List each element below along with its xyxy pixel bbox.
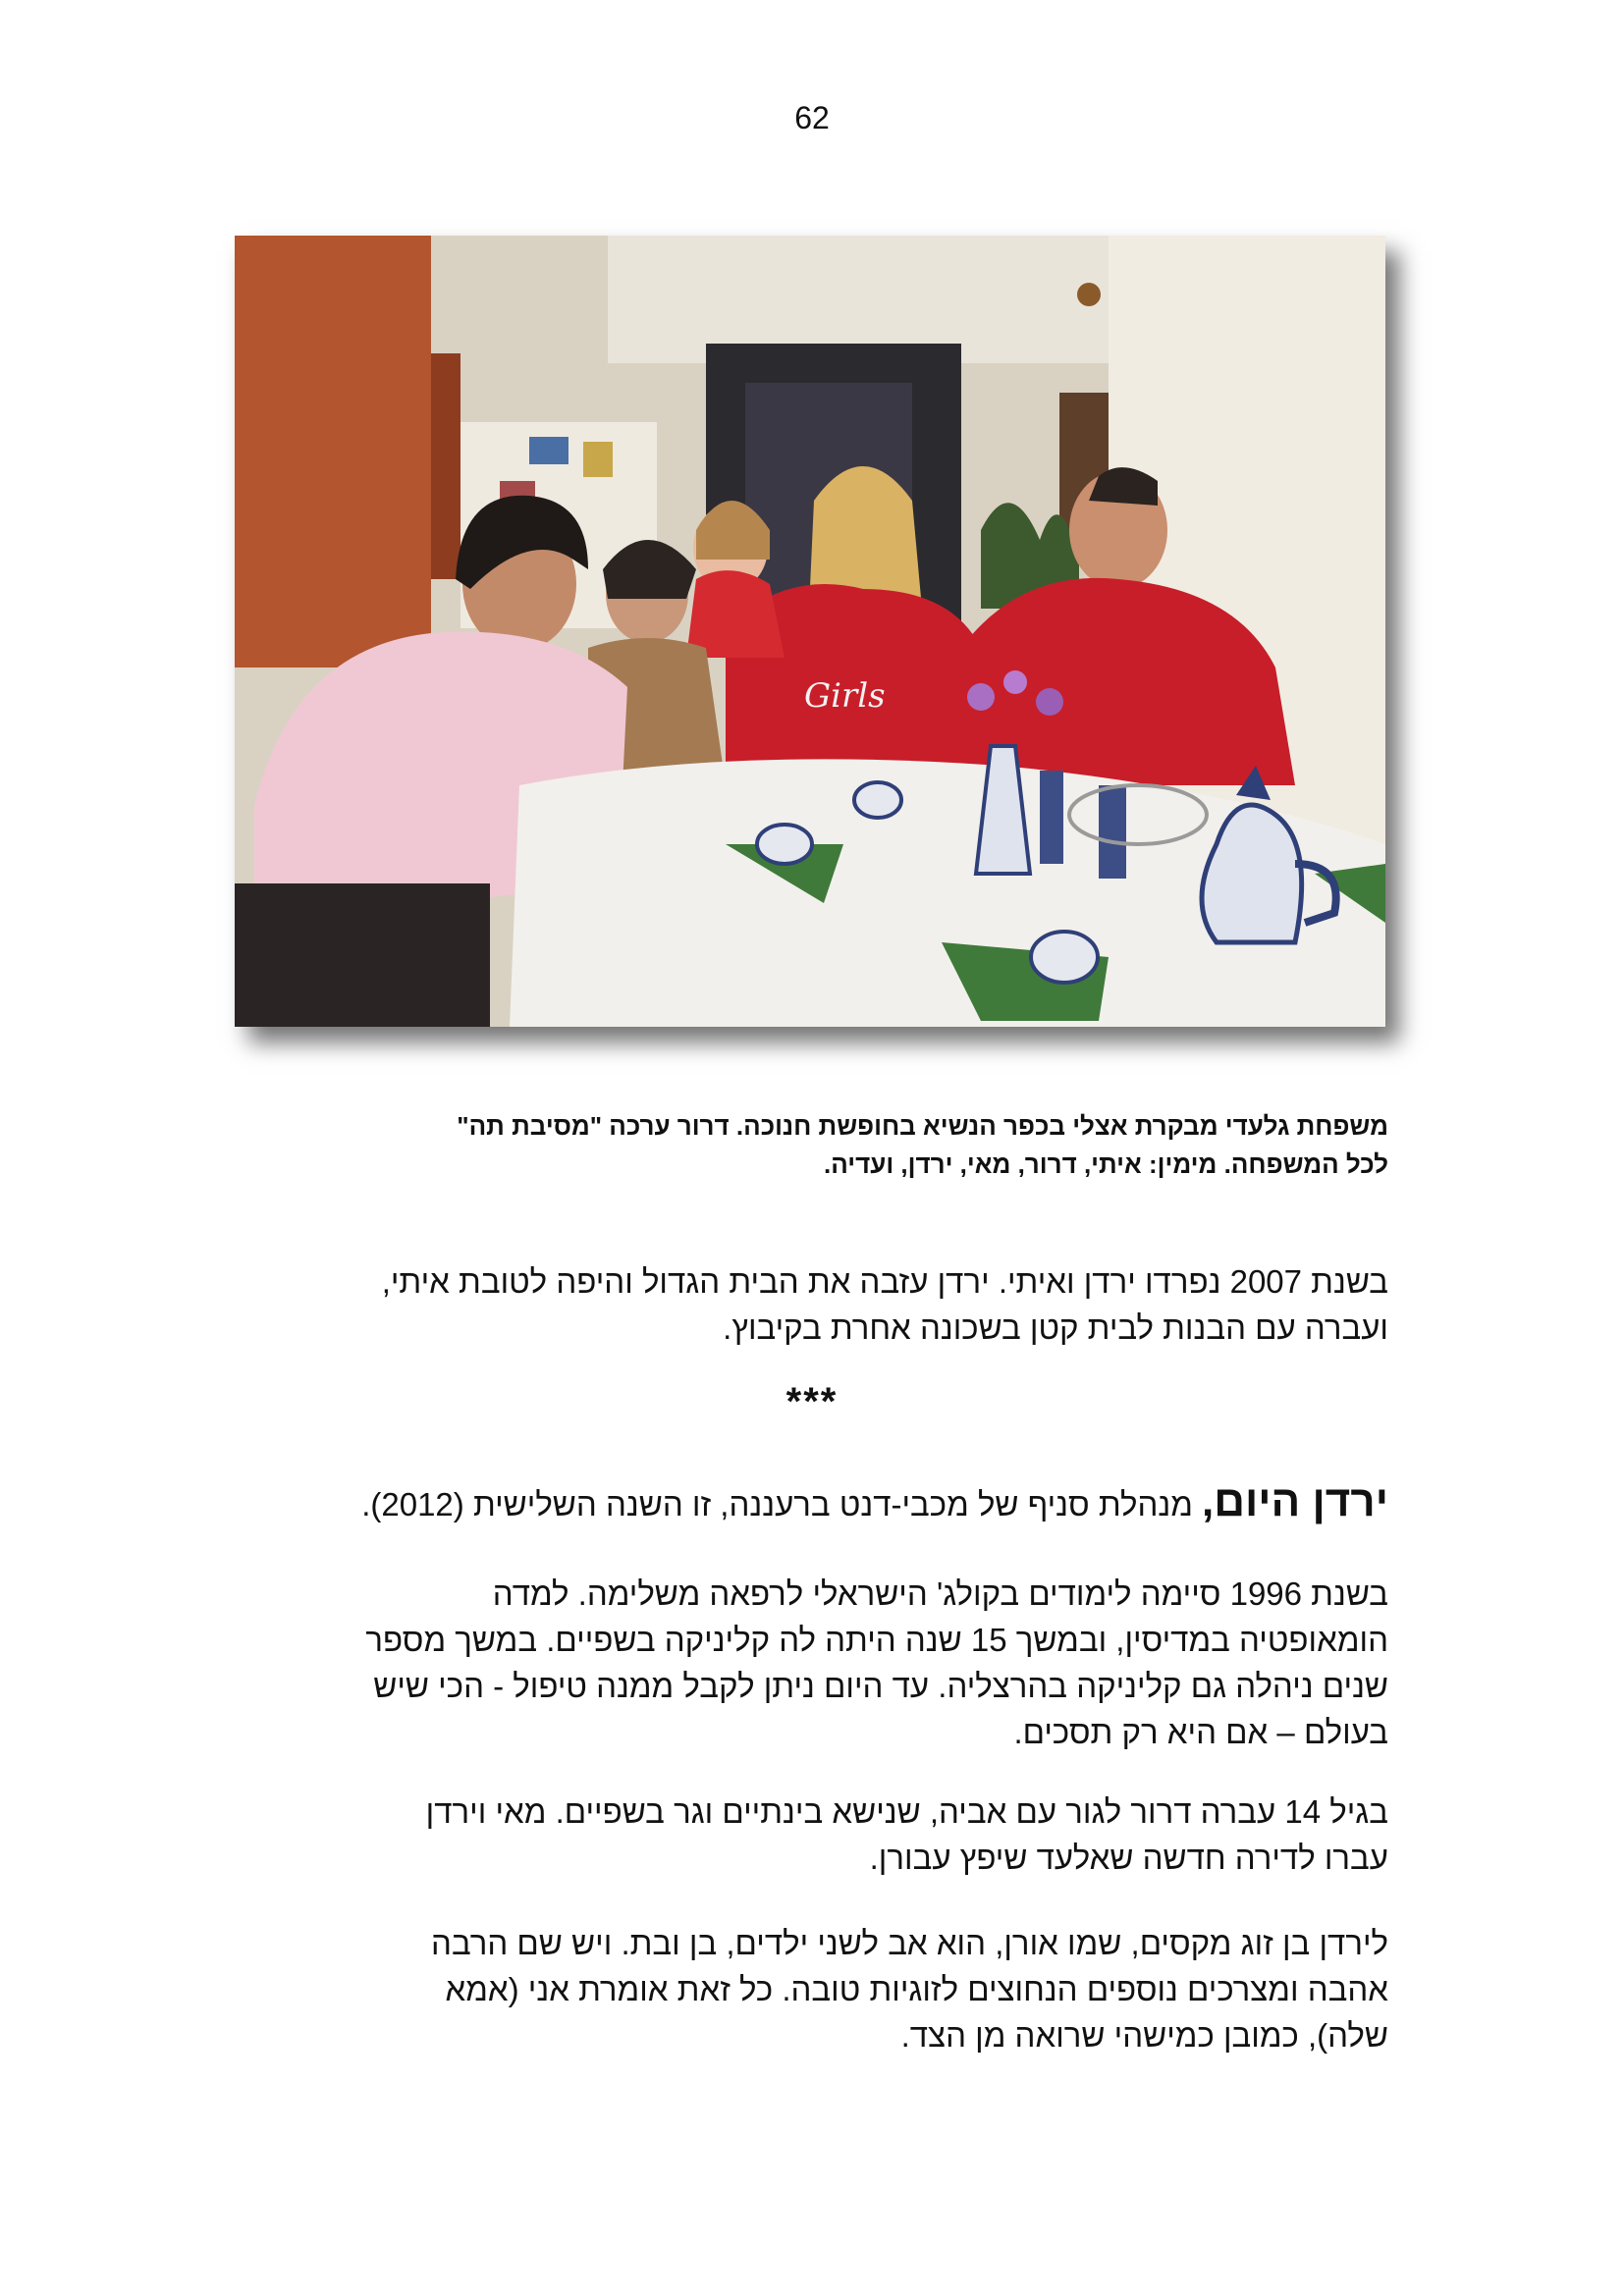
- text-line: בשנת 2007 נפרדו ירדן ואיתי. ירדן עזבה את הבית הגדול והיפה לטובת איתי,: [381, 1263, 1388, 1300]
- paragraph-today: [235, 1478, 1388, 1527]
- teacup: [854, 782, 901, 818]
- page-number: 62: [794, 100, 830, 135]
- family-photo: [235, 236, 1385, 1027]
- family-photo-illustration: [235, 236, 1385, 1027]
- text-line: ועברה עם הבנות לבית קטן בשכונה אחרת בקיבוץ.: [723, 1309, 1388, 1346]
- candle-holder: [1040, 771, 1063, 864]
- paragraph-age-14: [235, 1789, 1388, 1881]
- text-line: הומאופטיה במדיסין, ובמשך 15 שנה היתה לה קליניקה בשפיים. במשך מספר: [365, 1622, 1388, 1658]
- teacup: [1031, 932, 1098, 983]
- caption-line: לכל המשפחה. מימין: איתי, דרור, מאי, ירדן, ועדיה.: [824, 1149, 1388, 1179]
- photo-caption: [283, 1107, 1388, 1184]
- paragraph-2007: [235, 1258, 1388, 1351]
- text-line: עברו לדירה חדשה שאלעד שיפץ עבורן.: [869, 1840, 1388, 1876]
- text-line: מנהלת סניף של מכבי-דנט ברעננה, זו השנה השלישית (2012).: [361, 1486, 1203, 1522]
- candle-holder: [1099, 785, 1126, 879]
- section-separator: ***: [785, 1380, 839, 1423]
- text-line: בעולם – אם היא רק תסכים.: [1013, 1714, 1388, 1750]
- wooden-cabinet: [235, 236, 431, 667]
- caption-line: משפחת גלעדי מבקרת אצלי בכפר הנשיא בחופשת חנוכה. דרור ערכה "מסיבת תה": [457, 1111, 1388, 1141]
- text-line: שנים ניהלה גם קליניקה בהרצליה. עד היום ניתן לקבל ממנה טיפול - הכי שיש: [373, 1668, 1388, 1704]
- svg-text:Girls: Girls: [804, 676, 886, 716]
- teacup: [757, 825, 812, 864]
- text-line: שלה), כמובן כמישהי שרואה מן הצד.: [900, 2017, 1388, 2054]
- section-heading: ירדן היום,: [1202, 1477, 1388, 1525]
- text-line: בגיל 14 עברה דרור לגור עם אביה, שנישא בינתיים וגר בשפיים. מאי וירדן: [425, 1793, 1388, 1830]
- text-line: בשנת 1996 סיימה לימודים בקולג' הישראלי לרפאה משלימה. למדה: [492, 1575, 1388, 1612]
- woman-left-pants: [235, 883, 490, 1027]
- paragraph-partner: [235, 1920, 1388, 2058]
- text-line: אהבה ומצרכים נוספים הנחוצים לזוגיות טובה. כל זאת אומרת אני (אמא: [445, 1971, 1388, 2007]
- text-line: לירדן בן זוג מקסים, שמו אורן, הוא אב לשני ילדים, בן ובת. ויש שם הרבה: [431, 1925, 1388, 1961]
- paragraph-1996: [235, 1571, 1388, 1755]
